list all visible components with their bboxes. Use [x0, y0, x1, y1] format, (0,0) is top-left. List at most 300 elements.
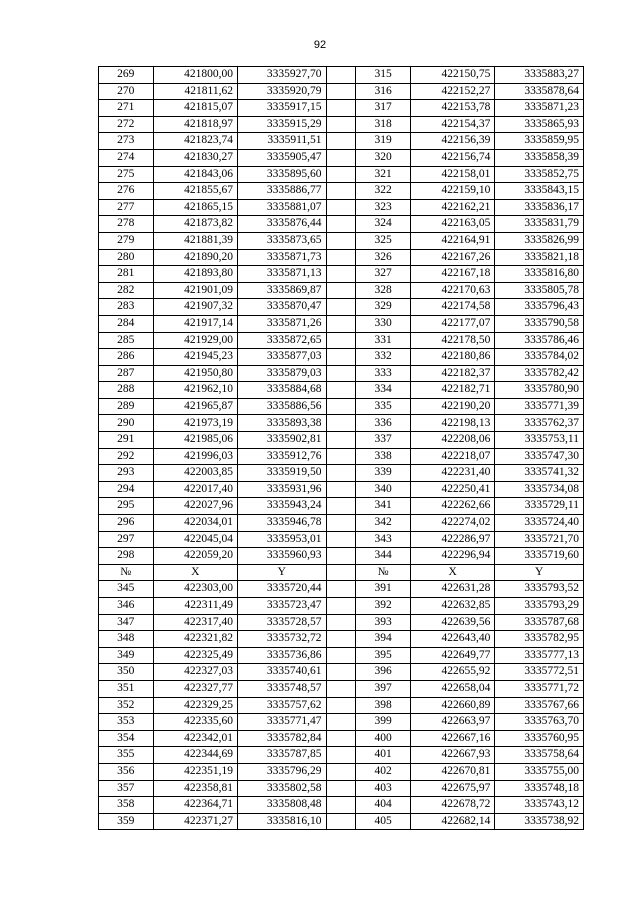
x-coordinate: 422167,18	[410, 266, 494, 283]
gap-cell	[326, 332, 356, 349]
x-coordinate: 422150,75	[410, 67, 494, 84]
point-number: 319	[356, 133, 411, 150]
x-coordinate: 421873,82	[153, 216, 237, 233]
x-coordinate: 422027,96	[153, 498, 237, 515]
gap-cell	[326, 100, 356, 117]
table-row	[99, 116, 584, 133]
gap-cell	[326, 349, 356, 366]
x-coordinate: 421881,39	[153, 232, 237, 249]
x-coordinate: 421907,32	[153, 299, 237, 316]
x-coordinate: 421985,06	[153, 432, 237, 449]
gap-cell	[326, 149, 356, 166]
x-coordinate: 422153,78	[410, 100, 494, 117]
y-coordinate: 3335816,10	[237, 813, 326, 830]
x-coordinate: 421973,19	[153, 415, 237, 432]
point-number: 359	[99, 813, 154, 830]
y-coordinate: 3335763,70	[495, 714, 584, 731]
x-coordinate: 422167,26	[410, 249, 494, 266]
y-coordinate: 3335786,46	[495, 332, 584, 349]
y-coordinate: 3335796,43	[495, 299, 584, 316]
gap-cell	[326, 747, 356, 764]
y-coordinate: 3335747,30	[495, 448, 584, 465]
y-coordinate: 3335821,18	[495, 249, 584, 266]
point-number: 293	[99, 465, 154, 482]
x-coordinate: 422178,50	[410, 332, 494, 349]
x-coordinate: 422371,27	[153, 813, 237, 830]
gap-cell	[326, 515, 356, 532]
y-coordinate: 3335871,23	[495, 100, 584, 117]
table-header	[99, 564, 584, 581]
y-coordinate: 3335772,51	[495, 664, 584, 681]
point-number: 339	[356, 465, 411, 482]
point-number: 329	[356, 299, 411, 316]
table-row	[99, 432, 584, 449]
x-coordinate: 422017,40	[153, 481, 237, 498]
point-number: 291	[99, 432, 154, 449]
gap-cell	[326, 166, 356, 183]
table-section-1	[99, 67, 584, 565]
y-coordinate: 3335760,95	[495, 730, 584, 747]
table-row	[99, 598, 584, 615]
x-coordinate: 421890,20	[153, 249, 237, 266]
gap-cell	[326, 382, 356, 399]
point-number: 337	[356, 432, 411, 449]
y-coordinate: 3335871,26	[237, 315, 326, 332]
y-coordinate: 3335762,37	[495, 415, 584, 432]
point-number: 275	[99, 166, 154, 183]
x-coordinate: 422329,25	[153, 697, 237, 714]
y-coordinate: 3335771,47	[237, 714, 326, 731]
point-number: 323	[356, 199, 411, 216]
point-number: 340	[356, 481, 411, 498]
gap-cell	[326, 232, 356, 249]
x-coordinate: 422675,97	[410, 780, 494, 797]
x-coordinate: 421893,80	[153, 266, 237, 283]
gap-cell	[326, 116, 356, 133]
x-coordinate: 422342,01	[153, 730, 237, 747]
point-number: 331	[356, 332, 411, 349]
x-coordinate: 422208,06	[410, 432, 494, 449]
table-row	[99, 763, 584, 780]
x-coordinate: 421830,27	[153, 149, 237, 166]
x-coordinate: 422190,20	[410, 398, 494, 415]
point-number: 326	[356, 249, 411, 266]
x-coordinate: 422154,37	[410, 116, 494, 133]
point-number: 354	[99, 730, 154, 747]
x-coordinate: 422351,19	[153, 763, 237, 780]
x-coordinate: 422231,40	[410, 465, 494, 482]
y-coordinate: 3335808,48	[237, 797, 326, 814]
gap-cell	[326, 581, 356, 598]
x-coordinate: 422177,07	[410, 315, 494, 332]
y-coordinate: 3335920,79	[237, 83, 326, 100]
x-coordinate: 422262,66	[410, 498, 494, 515]
y-coordinate: 3335881,07	[237, 199, 326, 216]
y-coordinate: 3335919,50	[237, 465, 326, 482]
point-number: 351	[99, 680, 154, 697]
point-number: 355	[99, 747, 154, 764]
point-number: 341	[356, 498, 411, 515]
x-coordinate: 422667,16	[410, 730, 494, 747]
point-number: 391	[356, 581, 411, 598]
y-coordinate: 3335865,93	[495, 116, 584, 133]
point-number: 330	[356, 315, 411, 332]
point-number: 282	[99, 282, 154, 299]
y-coordinate: 3335793,52	[495, 581, 584, 598]
point-number: 325	[356, 232, 411, 249]
gap-cell	[326, 216, 356, 233]
x-coordinate: 422156,39	[410, 133, 494, 150]
point-number: 271	[99, 100, 154, 117]
y-coordinate: 3335782,42	[495, 365, 584, 382]
point-number: 335	[356, 398, 411, 415]
point-number: 279	[99, 232, 154, 249]
point-number: 292	[99, 448, 154, 465]
table-row	[99, 382, 584, 399]
point-number: 290	[99, 415, 154, 432]
gap-cell	[326, 465, 356, 482]
table-row	[99, 332, 584, 349]
point-number: 285	[99, 332, 154, 349]
header-num: №	[99, 564, 154, 581]
table-row	[99, 299, 584, 316]
y-coordinate: 3335784,02	[495, 349, 584, 366]
table-row	[99, 747, 584, 764]
gap-cell	[326, 398, 356, 415]
y-coordinate: 3335917,15	[237, 100, 326, 117]
x-coordinate: 422364,71	[153, 797, 237, 814]
point-number: 298	[99, 548, 154, 565]
table-row	[99, 548, 584, 565]
gap-cell	[326, 448, 356, 465]
x-coordinate: 421855,67	[153, 183, 237, 200]
x-coordinate: 421945,23	[153, 349, 237, 366]
table-row	[99, 797, 584, 814]
point-number: 400	[356, 730, 411, 747]
x-coordinate: 422643,40	[410, 631, 494, 648]
table-row	[99, 714, 584, 731]
table-row	[99, 680, 584, 697]
y-coordinate: 3335767,66	[495, 697, 584, 714]
y-coordinate: 3335738,92	[495, 813, 584, 830]
point-number: 294	[99, 481, 154, 498]
gap-cell	[326, 83, 356, 100]
point-number: 321	[356, 166, 411, 183]
table-row	[99, 365, 584, 382]
x-coordinate: 422198,13	[410, 415, 494, 432]
x-coordinate: 422682,14	[410, 813, 494, 830]
header-num: №	[356, 564, 411, 581]
y-coordinate: 3335843,15	[495, 183, 584, 200]
gap-cell	[326, 813, 356, 830]
gap-cell	[326, 664, 356, 681]
y-coordinate: 3335943,24	[237, 498, 326, 515]
y-coordinate: 3335884,68	[237, 382, 326, 399]
point-number: 281	[99, 266, 154, 283]
x-coordinate: 422286,97	[410, 531, 494, 548]
x-coordinate: 422303,00	[153, 581, 237, 598]
y-coordinate: 3335720,44	[237, 581, 326, 598]
y-coordinate: 3335753,11	[495, 432, 584, 449]
table-row	[99, 780, 584, 797]
gap-cell	[326, 763, 356, 780]
coordinates-table	[98, 66, 584, 830]
gap-cell	[326, 614, 356, 631]
point-number: 274	[99, 149, 154, 166]
point-number: 353	[99, 714, 154, 731]
table-row	[99, 813, 584, 830]
header-row	[99, 564, 584, 581]
point-number: 347	[99, 614, 154, 631]
x-coordinate: 421917,14	[153, 315, 237, 332]
point-number: 318	[356, 116, 411, 133]
y-coordinate: 3335915,29	[237, 116, 326, 133]
x-coordinate: 422174,58	[410, 299, 494, 316]
y-coordinate: 3335780,90	[495, 382, 584, 399]
y-coordinate: 3335870,47	[237, 299, 326, 316]
y-coordinate: 3335902,81	[237, 432, 326, 449]
x-coordinate: 422034,01	[153, 515, 237, 532]
y-coordinate: 3335805,78	[495, 282, 584, 299]
y-coordinate: 3335790,58	[495, 315, 584, 332]
point-number: 289	[99, 398, 154, 415]
table-row	[99, 415, 584, 432]
gap-cell	[326, 498, 356, 515]
point-number: 350	[99, 664, 154, 681]
table-row	[99, 67, 584, 84]
y-coordinate: 3335755,00	[495, 763, 584, 780]
y-coordinate: 3335793,29	[495, 598, 584, 615]
x-coordinate: 422250,41	[410, 481, 494, 498]
table-row	[99, 216, 584, 233]
table-row	[99, 149, 584, 166]
y-coordinate: 3335883,27	[495, 67, 584, 84]
x-coordinate: 422159,10	[410, 183, 494, 200]
point-number: 405	[356, 813, 411, 830]
x-coordinate: 422663,97	[410, 714, 494, 731]
y-coordinate: 3335871,73	[237, 249, 326, 266]
x-coordinate: 421823,74	[153, 133, 237, 150]
gap-cell	[326, 249, 356, 266]
table-row	[99, 349, 584, 366]
table-row	[99, 664, 584, 681]
table-row	[99, 315, 584, 332]
y-coordinate: 3335732,72	[237, 631, 326, 648]
y-coordinate: 3335872,65	[237, 332, 326, 349]
gap-cell	[326, 299, 356, 316]
table-row	[99, 481, 584, 498]
x-coordinate: 422325,49	[153, 647, 237, 664]
point-number: 277	[99, 199, 154, 216]
point-number: 278	[99, 216, 154, 233]
x-coordinate: 421843,06	[153, 166, 237, 183]
point-number: 320	[356, 149, 411, 166]
gap-cell	[326, 730, 356, 747]
y-coordinate: 3335859,95	[495, 133, 584, 150]
x-coordinate: 422658,04	[410, 680, 494, 697]
point-number: 348	[99, 631, 154, 648]
y-coordinate: 3335758,64	[495, 747, 584, 764]
point-number: 316	[356, 83, 411, 100]
table-row	[99, 647, 584, 664]
x-coordinate: 422660,89	[410, 697, 494, 714]
gap-cell	[326, 714, 356, 731]
gap-cell	[326, 697, 356, 714]
point-number: 286	[99, 349, 154, 366]
y-coordinate: 3335782,84	[237, 730, 326, 747]
point-number: 398	[356, 697, 411, 714]
header-x: X	[410, 564, 494, 581]
table-row	[99, 249, 584, 266]
point-number: 395	[356, 647, 411, 664]
y-coordinate: 3335895,60	[237, 166, 326, 183]
y-coordinate: 3335721,70	[495, 531, 584, 548]
x-coordinate: 421818,97	[153, 116, 237, 133]
table-section-2	[99, 581, 584, 830]
point-number: 342	[356, 515, 411, 532]
point-number: 399	[356, 714, 411, 731]
y-coordinate: 3335946,78	[237, 515, 326, 532]
point-number: 333	[356, 365, 411, 382]
y-coordinate: 3335719,60	[495, 548, 584, 565]
x-coordinate: 422655,92	[410, 664, 494, 681]
y-coordinate: 3335771,39	[495, 398, 584, 415]
point-number: 358	[99, 797, 154, 814]
point-number: 270	[99, 83, 154, 100]
table-row	[99, 448, 584, 465]
y-coordinate: 3335871,13	[237, 266, 326, 283]
point-number: 273	[99, 133, 154, 150]
x-coordinate: 422631,28	[410, 581, 494, 598]
gap-cell	[326, 531, 356, 548]
x-coordinate: 422158,01	[410, 166, 494, 183]
point-number: 297	[99, 531, 154, 548]
point-number: 403	[356, 780, 411, 797]
y-coordinate: 3335877,03	[237, 349, 326, 366]
y-coordinate: 3335931,96	[237, 481, 326, 498]
y-coordinate: 3335728,57	[237, 614, 326, 631]
point-number: 276	[99, 183, 154, 200]
x-coordinate: 421950,80	[153, 365, 237, 382]
table-row	[99, 282, 584, 299]
table-row	[99, 515, 584, 532]
table-row	[99, 100, 584, 117]
y-coordinate: 3335836,17	[495, 199, 584, 216]
page-number: 92	[313, 39, 327, 51]
x-coordinate: 422156,74	[410, 149, 494, 166]
y-coordinate: 3335748,57	[237, 680, 326, 697]
table-row	[99, 581, 584, 598]
table-row	[99, 697, 584, 714]
gap-cell	[326, 183, 356, 200]
gap-cell	[326, 548, 356, 565]
y-coordinate: 3335953,01	[237, 531, 326, 548]
y-coordinate: 3335796,29	[237, 763, 326, 780]
x-coordinate: 422321,82	[153, 631, 237, 648]
x-coordinate: 422170,63	[410, 282, 494, 299]
point-number: 338	[356, 448, 411, 465]
table-row	[99, 614, 584, 631]
x-coordinate: 422182,37	[410, 365, 494, 382]
point-number: 392	[356, 598, 411, 615]
y-coordinate: 3335826,99	[495, 232, 584, 249]
x-coordinate: 421865,15	[153, 199, 237, 216]
table-row	[99, 232, 584, 249]
y-coordinate: 3335878,64	[495, 83, 584, 100]
x-coordinate: 422344,69	[153, 747, 237, 764]
point-number: 393	[356, 614, 411, 631]
x-coordinate: 421800,00	[153, 67, 237, 84]
point-number: 283	[99, 299, 154, 316]
point-number: 328	[356, 282, 411, 299]
x-coordinate: 422218,07	[410, 448, 494, 465]
point-number: 343	[356, 531, 411, 548]
x-coordinate: 422311,49	[153, 598, 237, 615]
table-row	[99, 730, 584, 747]
x-coordinate: 422164,91	[410, 232, 494, 249]
x-coordinate: 422182,71	[410, 382, 494, 399]
x-coordinate: 421815,07	[153, 100, 237, 117]
point-number: 280	[99, 249, 154, 266]
x-coordinate: 422667,93	[410, 747, 494, 764]
y-coordinate: 3335886,77	[237, 183, 326, 200]
point-number: 352	[99, 697, 154, 714]
x-coordinate: 422632,85	[410, 598, 494, 615]
header-x: X	[153, 564, 237, 581]
y-coordinate: 3335740,61	[237, 664, 326, 681]
table-row	[99, 183, 584, 200]
y-coordinate: 3335782,95	[495, 631, 584, 648]
x-coordinate: 422678,72	[410, 797, 494, 814]
gap-cell	[326, 266, 356, 283]
x-coordinate: 422296,94	[410, 548, 494, 565]
x-coordinate: 421996,03	[153, 448, 237, 465]
point-number: 284	[99, 315, 154, 332]
x-coordinate: 422335,60	[153, 714, 237, 731]
point-number: 404	[356, 797, 411, 814]
x-coordinate: 422670,81	[410, 763, 494, 780]
x-coordinate: 421962,10	[153, 382, 237, 399]
point-number: 334	[356, 382, 411, 399]
y-coordinate: 3335869,87	[237, 282, 326, 299]
x-coordinate: 421929,00	[153, 332, 237, 349]
y-coordinate: 3335734,08	[495, 481, 584, 498]
gap-cell	[326, 432, 356, 449]
y-coordinate: 3335816,80	[495, 266, 584, 283]
x-coordinate: 421901,09	[153, 282, 237, 299]
gap-cell	[326, 67, 356, 84]
x-coordinate: 422045,04	[153, 531, 237, 548]
y-coordinate: 3335960,93	[237, 548, 326, 565]
y-coordinate: 3335771,72	[495, 680, 584, 697]
y-coordinate: 3335873,65	[237, 232, 326, 249]
point-number: 394	[356, 631, 411, 648]
y-coordinate: 3335757,62	[237, 697, 326, 714]
table-row	[99, 631, 584, 648]
gap-cell	[326, 481, 356, 498]
point-number: 345	[99, 581, 154, 598]
y-coordinate: 3335724,40	[495, 515, 584, 532]
x-coordinate: 422317,40	[153, 614, 237, 631]
y-coordinate: 3335741,32	[495, 465, 584, 482]
table-row	[99, 498, 584, 515]
point-number: 324	[356, 216, 411, 233]
x-coordinate: 422162,21	[410, 199, 494, 216]
gap-cell	[326, 680, 356, 697]
y-coordinate: 3335852,75	[495, 166, 584, 183]
header-y: Y	[237, 564, 326, 581]
gap-cell	[326, 564, 356, 581]
